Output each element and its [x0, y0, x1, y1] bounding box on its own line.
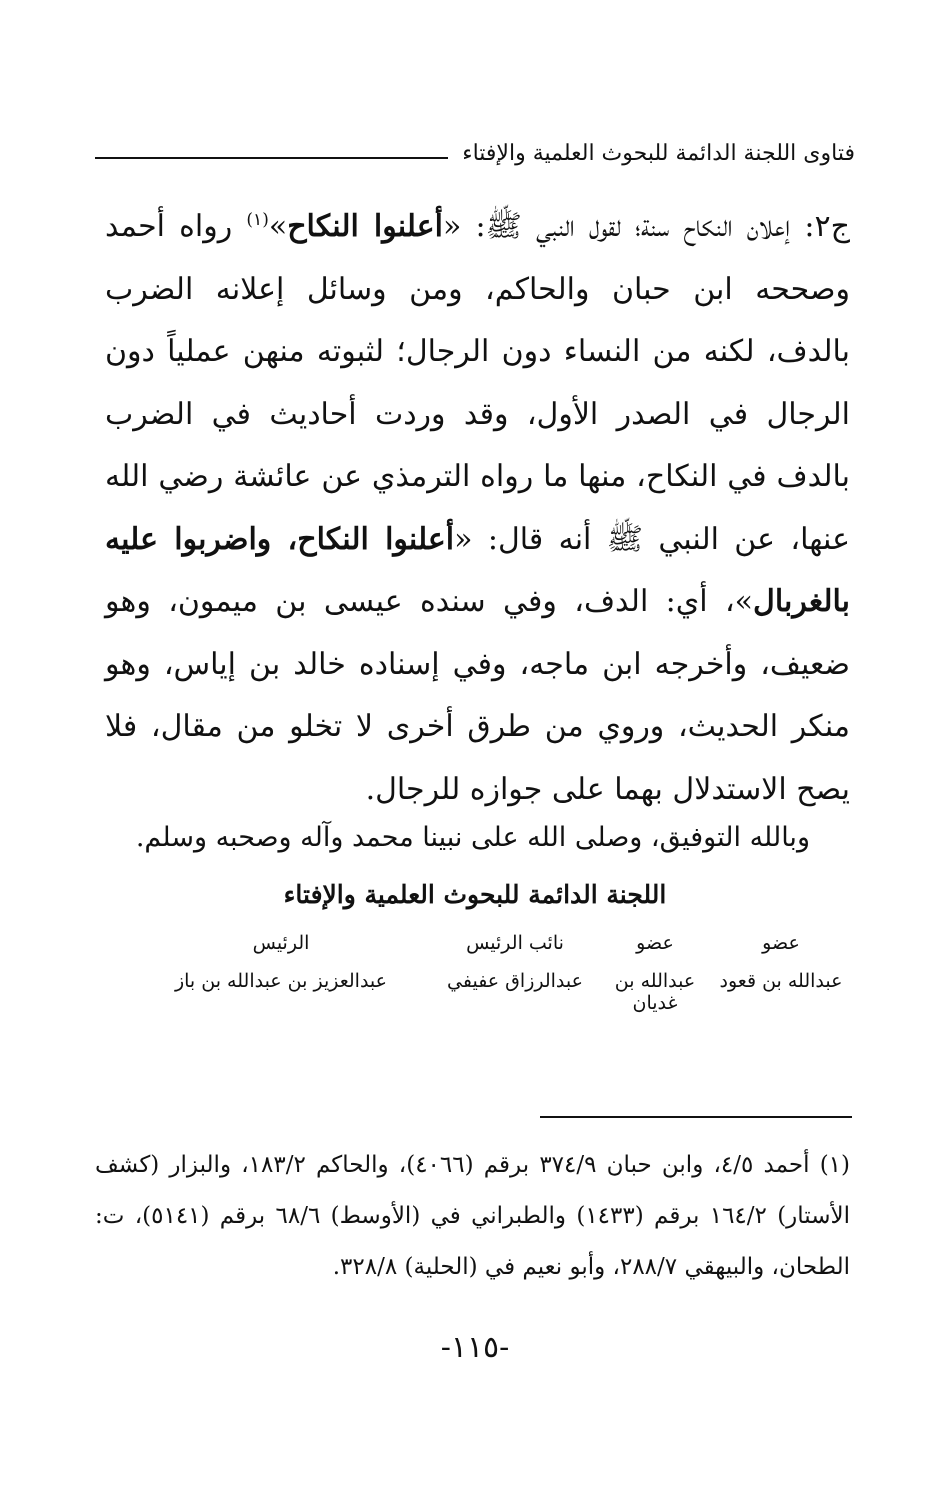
- header-rule: [95, 157, 448, 159]
- committee-title: اللجنة الدائمة للبحوث العلمية والإفتاء: [283, 880, 667, 909]
- closing-line: وبالله التوفيق، وصلى الله على نبينا محمد وآله وصحبه وسلم.: [135, 822, 810, 853]
- answer-paragraph: [105, 196, 850, 821]
- role-vice-chairman: نائب الرئيس: [466, 932, 564, 954]
- name-vice-chairman: عبدالرزاق عفيفي: [447, 970, 583, 992]
- hadith-quote-1: أعلنوا النكاح: [287, 209, 443, 244]
- header-title: فتاوى اللجنة الدائمة للبحوث العلمية والإفتاء: [462, 140, 855, 166]
- name-member-1: عبدالله بن قعود: [719, 970, 843, 992]
- quote-close-1: »: [268, 209, 288, 244]
- answer-text-2: رواه أحمد وصححه ابن حبان والحاكم، ومن وسائل إعلانه الضرب بالدف، لكنه من النساء دون الرجال؛ لثبوته منهن عملياً دون الرجال في الصدر الأول، وقد وردت أحاديث في الضرب بالدف في النكاح، منها ما رواه الترمذي عن عائشة رضي الله عنها، عن النبي ﷺ أنه قال: «: [105, 209, 850, 557]
- answer-body: [105, 196, 850, 821]
- answer-text-3: »، أي: الدف، وفي سنده عيسى بن ميمون، وهو ضعيف، وأخرجه ابن ماجه، وفي إسناده خالد بن إياس، وهو منكر الحديث، وروي من طرق أخرى لا تخلو من مقال، فلا يصح الاستدلال بهما على جوازه للرجال.: [105, 584, 850, 807]
- page-number: -١١٥-: [440, 1330, 510, 1365]
- footnote-reference[interactable]: (١): [246, 210, 269, 230]
- role-member-2: عضو: [636, 932, 674, 954]
- answer-label: ج٢:: [804, 209, 850, 244]
- running-header: [95, 138, 855, 168]
- name-member-2: عبدالله بن غديان: [614, 970, 696, 1014]
- hadith-quote-2: أعلنوا النكاح، واضربوا عليه بالغربال: [105, 521, 850, 619]
- footnotes: [95, 1140, 850, 1293]
- footnote-separator: [540, 1116, 852, 1118]
- signatories: [127, 932, 847, 1014]
- answer-intro: إعلان النكاح سنة؛ لقول النبي ﷺ: «: [442, 209, 791, 244]
- role-chairman: الرئيس: [252, 932, 310, 954]
- name-chairman: عبدالعزيز بن عبدالله بن باز: [174, 970, 388, 992]
- role-member-1: عضو: [762, 932, 800, 954]
- footnote-1: (١) أحمد ٤/٥، وابن حبان ٣٧٤/٩ برقم (٤٠٦٦)، والحاكم ١٨٣/٢، والبزار (كشف الأستار) ١٦٤/٢ برقم (١٤٣٣) والطبراني في (الأوسط) ٦٨/٦ برقم (٥١٤١)، ت: الطحان، والبيهقي ٢٨٨/٧، وأبو نعيم في (الحلية) ٣٢٨/٨.: [95, 1152, 851, 1280]
